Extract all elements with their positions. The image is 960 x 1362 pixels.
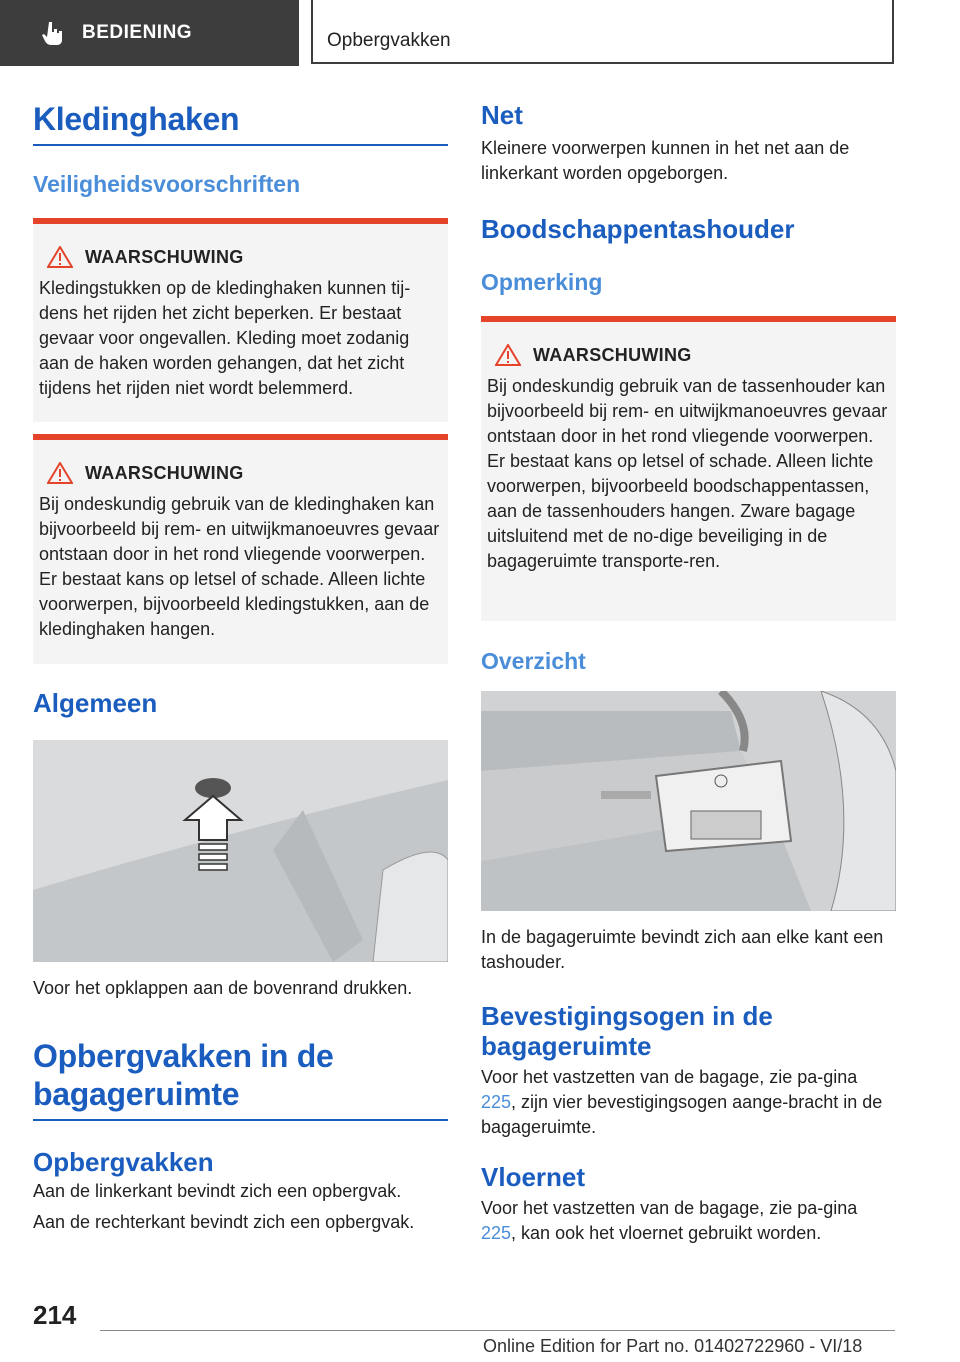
storage-text-right: Aan de rechterkant bevindt zich een opbergvak. xyxy=(33,1212,415,1232)
hand-pointer-icon xyxy=(40,20,66,46)
warning-triangle-icon xyxy=(495,344,521,366)
eyes-heading: Bevestigingsogen in de bagageruimte xyxy=(481,1001,773,1061)
image-caption: Voor het opklappen aan de bovenrand drukken. xyxy=(33,978,413,998)
page-link[interactable]: 225 xyxy=(481,1223,512,1243)
warning-box xyxy=(33,218,448,422)
warning-label: WAARSCHUWING xyxy=(533,344,692,365)
edition-text: Online Edition for Part no. 01402722960 - VI/18 xyxy=(483,1336,863,1356)
eyes-text-a: Voor het vastzetten van de bagage, zie pa-gina xyxy=(481,1067,858,1087)
eyes-text-b: , zijn vier bevestigingsogen aange-bracht in de bagageruimte. xyxy=(481,1092,883,1137)
net-text: Kleinere voorwerpen kunnen in het net aan de linkerkant worden opgeborgen. xyxy=(481,138,850,183)
net-heading: Net xyxy=(481,100,523,130)
floor-net-text xyxy=(481,1196,896,1246)
note-heading: Opmerking xyxy=(481,269,603,295)
warning-box xyxy=(481,316,896,621)
general-heading: Algemeen xyxy=(33,688,158,718)
chapter-label: Opbergvakken xyxy=(327,30,451,51)
storage-heading: Opbergvakken xyxy=(33,1147,214,1177)
warning-text: Bij ondeskundig gebruik van de kledinghaken kan bijvoorbeeld bij rem- en uitwijkmanoeuvres gevaar ontstaan door in het rond vliegende voorwerpen. Er bestaat kans op letsel of schade. Alleen lichte voorwerpen, bijvoorbeeld kledingstukken, aan de kledinghaken hangen. xyxy=(39,494,440,639)
trunk-title: Opbergvakken in de bagageruimte xyxy=(33,1038,334,1112)
left-column xyxy=(33,100,448,1235)
page-title: Kledinghaken xyxy=(33,101,240,137)
chapter-header xyxy=(311,0,894,64)
safety-heading: Veiligheidsvoorschriften xyxy=(33,171,301,197)
title-block xyxy=(33,100,448,146)
warning-text: Bij ondeskundig gebruik van de tassenhouder kan bijvoorbeeld bij rem- en uitwijkmanoeuvres gevaar ontstaan door in het rond vliegende voorwerpen. Er bestaat kans op letsel of schade. Alleen lichte voorwerpen, bijvoorbeeld boodschappentassen, aan de tassenhouders hangen. Zware bagage uitsluitend met de no-dige beveiliging in de bagageruimte transporte-ren. xyxy=(487,376,888,571)
warning-label: WAARSCHUWING xyxy=(85,246,244,267)
section-tab xyxy=(0,0,299,66)
overview-caption: In de bagageruimte bevindt zich aan elke kant een tashouder. xyxy=(481,927,884,972)
floor-net-heading: Vloernet xyxy=(481,1162,586,1192)
trunk-title-block xyxy=(33,1037,448,1121)
overview-heading: Overzicht xyxy=(481,648,586,674)
warning-box xyxy=(33,434,448,664)
warning-triangle-icon xyxy=(47,462,73,484)
page-link[interactable]: 225 xyxy=(481,1092,512,1112)
eyes-text xyxy=(481,1065,896,1140)
warning-triangle-icon xyxy=(47,246,73,268)
page-number: 214 xyxy=(33,1300,77,1330)
footer-divider xyxy=(100,1330,895,1331)
warning-label: WAARSCHUWING xyxy=(85,462,244,483)
coat-hook-image xyxy=(33,740,448,962)
floor-text-a: Voor het vastzetten van de bagage, zie pa-gina xyxy=(481,1198,858,1218)
right-column xyxy=(481,100,896,1246)
trunk-overview-image xyxy=(481,691,896,911)
warning-text: Kledingstukken op de kledinghaken kunnen tij-dens het rijden het zicht beperken. Er bestaat gevaar voor ongevallen. Kleding moet zodanig aan de haken worden gehangen, dat het zicht tijdens het rijden niet wordt belemmerd. xyxy=(39,278,411,398)
section-label: BEDIENING xyxy=(82,22,193,43)
floor-text-b: , kan ook het vloernet gebruikt worden. xyxy=(511,1223,822,1243)
bag-holder-heading: Boodschappentashouder xyxy=(481,214,795,244)
storage-text-left: Aan de linkerkant bevindt zich een opbergvak. xyxy=(33,1181,402,1201)
